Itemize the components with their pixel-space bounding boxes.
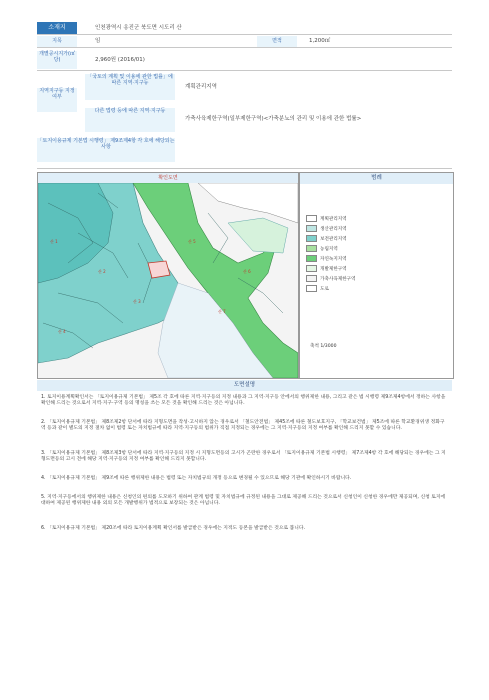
- description-paragraph-3: 3. 「토지이용규제 기본법」 제8조제3항 단서에 따라 지역·지구등의 지정 시 지형도면등의 고시가 곤란한 경우로서 「토지이용규제 기본법 시행령」 제7조제4항 각 호에 해당되는 경우에는 그 지형도면등의 고시 전에 해당 지역·지구등의 지정 여부를 확인해 드리지 못합니다.: [41, 451, 446, 463]
- zoning-label: 지역지구등 지정여부: [37, 88, 77, 112]
- legend-item: 농림지역: [306, 245, 338, 252]
- svg-text:산 4: 산 4: [58, 329, 66, 334]
- legend-item: 자연녹지지역: [306, 255, 347, 262]
- legend-swatch: [306, 225, 317, 232]
- legend-swatch: [306, 215, 317, 222]
- cadastral-map-graphic: [38, 183, 298, 378]
- svg-text:산 5: 산 5: [188, 239, 196, 244]
- description-paragraph-2: 2. 「토지이용규제 기본법」 제8조제2항 단서에 따라 지형도면을 작성·고시하지 않는 경우로서 「철도안전법」 제45조에 따른 철도보호지구, 「학교보건법」 제5조에 따른 학교환경위생 정화구역 등과 같이 별도의 지정 절차 없이 법령 또는 자치법규에 따라 지역·지구등의 범위가 직접 지정되는 경우에는 그 지역·지구등의 지정 여부를 확인해 드리지 못할 수 있습니다.: [41, 420, 445, 432]
- legend-swatch: [306, 265, 317, 272]
- legend-swatch: [306, 235, 317, 242]
- jimok-label: 지목: [37, 36, 77, 47]
- svg-text:산 7: 산 7: [218, 309, 226, 314]
- address-value: 인천광역시 옹진군 북도면 시도리 산: [95, 25, 182, 31]
- area-value: 1,200㎡: [309, 38, 331, 44]
- jimok-value: 임: [95, 38, 101, 44]
- price-value: 2,960원 (2016/01): [95, 57, 145, 63]
- confirmation-map: [37, 172, 299, 379]
- legend-item: 가축사육제한구역: [306, 275, 356, 282]
- map-legend: [299, 172, 454, 379]
- legend-item: 도로: [306, 285, 329, 292]
- legend-swatch: [306, 245, 317, 252]
- description-paragraph-4: 4. 「토지이용규제 기본법」 제9조에 따른 행위제한 내용은 법령 또는 자치법규의 개정 등으로 변경될 수 있으므로 해당 기관에 확인하시기 바랍니다.: [41, 476, 352, 481]
- jimok-row: [37, 36, 452, 48]
- address-label: 소재지: [37, 22, 77, 34]
- legend-item: 개발제한구역: [306, 265, 347, 272]
- address-row: [37, 22, 452, 35]
- legend-scale: 축척 1/3000: [310, 344, 337, 349]
- legend-item: 보전관리지역: [306, 235, 347, 242]
- land-use-certificate: [37, 22, 452, 555]
- area-label: 면적: [257, 36, 297, 47]
- zoning-sub1-value: 계획관리지역: [185, 84, 217, 90]
- zoning-sub2-value: 가축사육제한구역(일부제한구역)<가축분뇨의 관리 및 이용에 관한 법률>: [185, 116, 362, 122]
- legend-item: 계획관리지역: [306, 215, 347, 222]
- price-label: 개별공시지가(㎡당): [37, 51, 77, 69]
- legend-item: 생산관리지역: [306, 225, 347, 232]
- zoning-sub2-label: 다른 법령 등에 따른 지역·지구등: [85, 108, 175, 132]
- price-row: [37, 49, 452, 71]
- svg-text:산 1: 산 1: [50, 239, 58, 244]
- legend-swatch: [306, 255, 317, 262]
- svg-text:산 6: 산 6: [243, 269, 251, 274]
- zoning-sub1-label: 「국토의 계획 및 이용에 관한 법률」에 따른 지역·지구등: [85, 74, 175, 100]
- description-paragraph-1: 1. 토지이용계획확인서는 「토지이용규제 기본법」 제5조 각 호에 따른 지역·지구등의 지정 내용과 그 지역·지구등 안에서의 행위제한 내용, 그리고 같은 법 시행령 제9조제4항에서 정하는 사항을 확인해 드리는 것으로서 지역·지구·구역 등의 명칭을 쓰는 모든 것을 확인해 드리는 것은 아닙니다.: [41, 395, 446, 407]
- svg-text:산 3: 산 3: [133, 299, 141, 304]
- description-title: 도면설명: [37, 380, 452, 391]
- description-paragraph-5: 5. 지역·지구등에서의 행위제한 내용은 신청인의 편의를 도모하기 위하여 관계 법령 및 자치법규에 규정된 내용을 그대로 제공해 드리는 것으로서 신청인이 신청한 경우에만 제공되며, 신청 토지에 대하여 제공된 행위제한 내용 외의 모든 개발행위가 법적으로 보장되는 것은 아닙니다.: [41, 495, 446, 507]
- zoning-row: [37, 72, 452, 169]
- zoning-sub3-label: 「토지이용규제 기본법 시행령」 제9조제4항 각 호에 해당되는 사항: [37, 138, 175, 162]
- svg-text:산 2: 산 2: [98, 269, 106, 274]
- legend-swatch: [306, 285, 317, 292]
- legend-title: 범례: [300, 173, 453, 184]
- legend-swatch: [306, 275, 317, 282]
- description-paragraph-6: 6. 「토지이용규제 기본법」 제20조에 따라 토지이용계획 확인서를 발급받은 경우에는 지적도 등본을 발급받은 것으로 봅니다.: [41, 526, 306, 531]
- map-title: 확인도면: [38, 173, 298, 183]
